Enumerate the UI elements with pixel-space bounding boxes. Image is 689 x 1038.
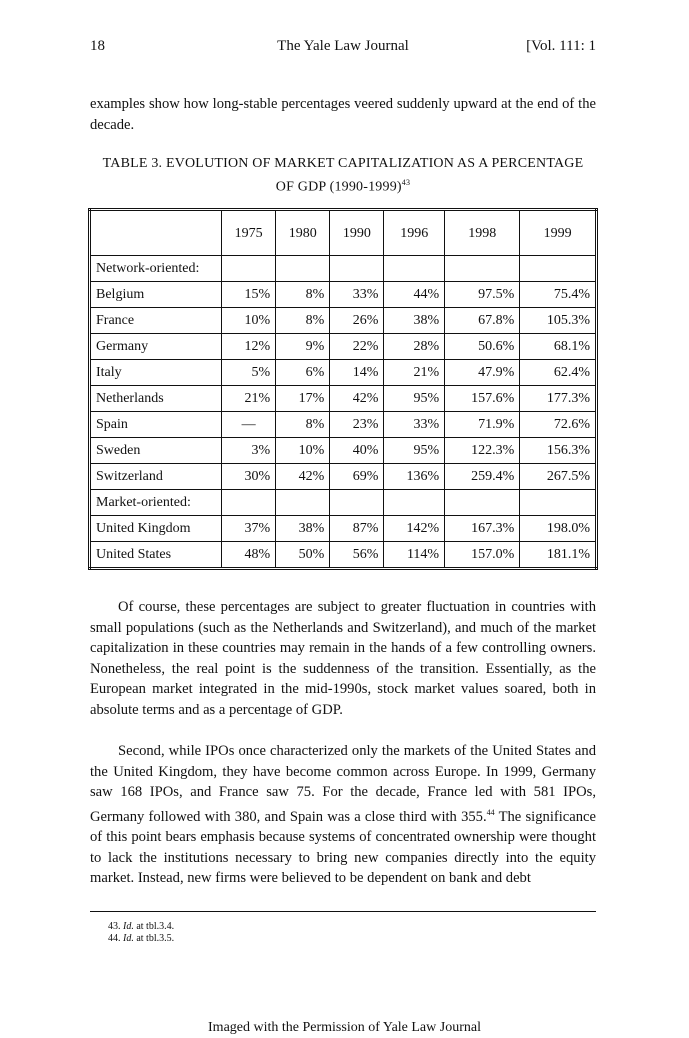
table-cell: 71.9% bbox=[445, 412, 520, 438]
table-cell: 10% bbox=[276, 438, 330, 464]
table-cell: 114% bbox=[384, 542, 445, 569]
table-cell bbox=[445, 490, 520, 516]
table-cell bbox=[276, 490, 330, 516]
table-cell bbox=[520, 256, 597, 282]
year-header: 1990 bbox=[330, 210, 384, 256]
table-row bbox=[90, 308, 597, 334]
running-header bbox=[90, 38, 596, 58]
table-cell: 167.3% bbox=[445, 516, 520, 542]
table-cell: 30% bbox=[222, 464, 276, 490]
table-cell: 87% bbox=[330, 516, 384, 542]
table-cell: 267.5% bbox=[520, 464, 597, 490]
table-cell bbox=[276, 256, 330, 282]
table-header-row bbox=[90, 210, 597, 256]
table-cell: 33% bbox=[384, 412, 445, 438]
table-caption bbox=[90, 154, 596, 197]
table-cell: 142% bbox=[384, 516, 445, 542]
table-cell: 44% bbox=[384, 282, 445, 308]
table-cell: 38% bbox=[276, 516, 330, 542]
table-cell: 105.3% bbox=[520, 308, 597, 334]
table-cell bbox=[330, 256, 384, 282]
body-paragraph-2: Second, while IPOs once characterized only the markets of the United States and the United Kingdom, they have become common across Europe. In 1999, Germany saw 168 IPOs, and France saw 75. For the decade, France led with 581 IPOs, Germany followed with 380, and Spain was a close third with 355.44 The significance of this point bears emphasis because systems of concentrated ownership were thought to lack the institutions necessary to bring new companies directly into the equity market. Instead, new firms were believed to be dependent on bank and debt bbox=[90, 743, 596, 887]
table-row bbox=[90, 516, 597, 542]
row-label: Switzerland bbox=[90, 464, 222, 490]
table-cell bbox=[384, 490, 445, 516]
table-cell: — bbox=[222, 412, 276, 438]
table-cell: 72.6% bbox=[520, 412, 597, 438]
footnote: 44. Id. at tbl.3.5. bbox=[108, 933, 175, 944]
year-header: 1998 bbox=[445, 210, 520, 256]
table-cell bbox=[222, 490, 276, 516]
footnote-ref: 43 bbox=[401, 178, 411, 187]
table-cell: 69% bbox=[330, 464, 384, 490]
table-cell bbox=[520, 490, 597, 516]
table-cell: 122.3% bbox=[445, 438, 520, 464]
table-cell: 38% bbox=[384, 308, 445, 334]
table-row bbox=[90, 542, 597, 569]
footnote-ref: 44 bbox=[486, 807, 495, 817]
journal-title: The Yale Law Journal bbox=[277, 38, 409, 54]
table-cell: 17% bbox=[276, 386, 330, 412]
table-corner-cell bbox=[90, 210, 222, 256]
table-cell: 198.0% bbox=[520, 516, 597, 542]
table-cell: 28% bbox=[384, 334, 445, 360]
table-row bbox=[90, 360, 597, 386]
table-cell: 9% bbox=[276, 334, 330, 360]
table-row bbox=[90, 438, 597, 464]
capitalization-table bbox=[88, 208, 598, 570]
table-cell: 10% bbox=[222, 308, 276, 334]
table-row bbox=[90, 464, 597, 490]
footnote: 43. Id. at tbl.3.4. bbox=[108, 921, 175, 932]
table-cell: 8% bbox=[276, 412, 330, 438]
table-cell: 97.5% bbox=[445, 282, 520, 308]
table-cell: 47.9% bbox=[445, 360, 520, 386]
row-label: Germany bbox=[90, 334, 222, 360]
row-label: Market-oriented: bbox=[90, 490, 222, 516]
table-cell: 42% bbox=[276, 464, 330, 490]
row-label: Netherlands bbox=[90, 386, 222, 412]
row-label: Network-oriented: bbox=[90, 256, 222, 282]
table-cell: 181.1% bbox=[520, 542, 597, 569]
table-cell: 22% bbox=[330, 334, 384, 360]
table-cell: 95% bbox=[384, 386, 445, 412]
table-row bbox=[90, 490, 597, 516]
footnote-divider bbox=[90, 911, 596, 912]
row-label: United States bbox=[90, 542, 222, 569]
table-cell: 50% bbox=[276, 542, 330, 569]
page-footer: Imaged with the Permission of Yale Law Journal bbox=[208, 1020, 481, 1035]
year-header: 1975 bbox=[222, 210, 276, 256]
body-paragraph-1: Of course, these percentages are subject to greater fluctuation in countries with small populations (such as the Netherlands and Switzerland), and much of the market capitalization in these countries may remain in the hands of a few controlling owners. Nonetheless, the real point is the suddenness of the transition. Essentially, as the European market integrated in the mid-1990s, stock market values soared, both in absolute terms and as a percentage of GDP. bbox=[90, 599, 596, 718]
table-cell bbox=[445, 256, 520, 282]
table-cell: 6% bbox=[276, 360, 330, 386]
table-cell: 21% bbox=[222, 386, 276, 412]
table-cell: 33% bbox=[330, 282, 384, 308]
table-cell bbox=[384, 256, 445, 282]
table-cell: 12% bbox=[222, 334, 276, 360]
table-caption-line1: TABLE 3. EVOLUTION OF MARKET CAPITALIZATION AS A PERCENTAGE bbox=[102, 156, 584, 171]
year-header: 1999 bbox=[520, 210, 597, 256]
table-row bbox=[90, 412, 597, 438]
table-cell: 68.1% bbox=[520, 334, 597, 360]
row-label: Belgium bbox=[90, 282, 222, 308]
table-row bbox=[90, 386, 597, 412]
intro-paragraph: examples show how long-stable percentages veered suddenly upward at the end of the decade. bbox=[90, 96, 596, 133]
table-cell: 3% bbox=[222, 438, 276, 464]
table-cell: 14% bbox=[330, 360, 384, 386]
table-cell: 37% bbox=[222, 516, 276, 542]
volume-label: [Vol. 111: 1 bbox=[526, 38, 596, 54]
table-cell: 177.3% bbox=[520, 386, 597, 412]
table-cell: 21% bbox=[384, 360, 445, 386]
row-label: France bbox=[90, 308, 222, 334]
table-caption-line2: OF GDP (1990-1999)$^{43}$ bbox=[275, 178, 411, 195]
table-cell: 15% bbox=[222, 282, 276, 308]
table-cell: 157.6% bbox=[445, 386, 520, 412]
year-header: 1996 bbox=[384, 210, 445, 256]
table-cell: 23% bbox=[330, 412, 384, 438]
table-cell: 8% bbox=[276, 308, 330, 334]
table-cell: 259.4% bbox=[445, 464, 520, 490]
table-cell: 136% bbox=[384, 464, 445, 490]
table-cell: 26% bbox=[330, 308, 384, 334]
row-label: Spain bbox=[90, 412, 222, 438]
table-cell: 5% bbox=[222, 360, 276, 386]
table-cell bbox=[330, 490, 384, 516]
table-cell: 56% bbox=[330, 542, 384, 569]
capitalization-table-wrapper bbox=[88, 208, 598, 570]
row-label: Italy bbox=[90, 360, 222, 386]
table-cell: 40% bbox=[330, 438, 384, 464]
table-cell: 42% bbox=[330, 386, 384, 412]
table-cell: 50.6% bbox=[445, 334, 520, 360]
table-cell: 48% bbox=[222, 542, 276, 569]
table-cell bbox=[222, 256, 276, 282]
table-cell: 75.4% bbox=[520, 282, 597, 308]
table-cell: 8% bbox=[276, 282, 330, 308]
table-cell: 95% bbox=[384, 438, 445, 464]
page-number: 18 bbox=[90, 38, 105, 54]
table-row bbox=[90, 282, 597, 308]
table-cell: 156.3% bbox=[520, 438, 597, 464]
table-cell: 67.8% bbox=[445, 308, 520, 334]
row-label: United Kingdom bbox=[90, 516, 222, 542]
row-label: Sweden bbox=[90, 438, 222, 464]
table-cell: 62.4% bbox=[520, 360, 597, 386]
table-cell: 157.0% bbox=[445, 542, 520, 569]
table-row bbox=[90, 256, 597, 282]
table-row bbox=[90, 334, 597, 360]
year-header: 1980 bbox=[276, 210, 330, 256]
